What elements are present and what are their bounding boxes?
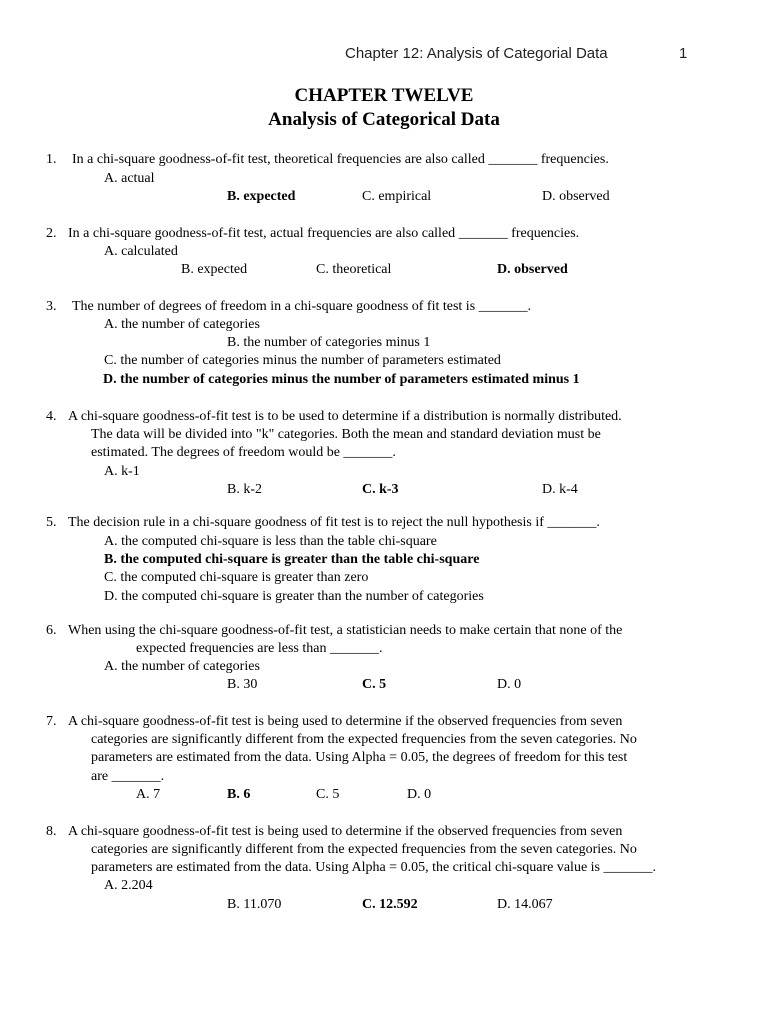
question-stem-line: The number of degrees of freedom in a chi-square goodness of fit test is _______.: [72, 299, 532, 314]
option-d: D. k-4: [542, 482, 578, 497]
question-stem-line: When using the chi-square goodness-of-fit test, a statistician needs to make certain that none of the: [68, 623, 623, 638]
question-stem-line: estimated. The degrees of freedom would be _______.: [91, 445, 396, 460]
question-stem-line: expected frequencies are less than _______.: [136, 641, 383, 656]
question-number: 4.: [46, 409, 57, 424]
option-b: B. 30: [227, 677, 258, 692]
option-c-answer: C. 5: [362, 677, 387, 692]
option-b-answer: B. 6: [227, 787, 251, 802]
question-stem-line: In a chi-square goodness-of-fit test, actual frequencies are also called _______ frequencies.: [68, 226, 580, 241]
option-d-answer: D. observed: [497, 262, 568, 277]
option-d: D. 14.067: [497, 897, 553, 912]
question-stem-line: categories are significantly different from the expected frequencies from the seven categories. No: [91, 842, 637, 857]
question-stem-line: In a chi-square goodness-of-fit test, theoretical frequencies are also called _______ frequencies.: [72, 152, 609, 167]
option-c: C. empirical: [362, 189, 432, 204]
option-d: D. 0: [497, 677, 522, 692]
question-number: 7.: [46, 714, 57, 729]
question-stem-line: are _______.: [91, 769, 165, 784]
option-b: B. expected: [181, 262, 248, 277]
question-number: 3.: [46, 299, 57, 314]
question-stem-line: categories are significantly different from the expected frequencies from the seven categories. No: [91, 732, 637, 747]
option-d-answer: D. the number of categories minus the number of parameters estimated minus 1: [103, 372, 580, 387]
option-a: A. the number of categories: [104, 317, 260, 332]
option-d: D. observed: [542, 189, 610, 204]
option-b-answer: B. the computed chi-square is greater than the table chi-square: [104, 552, 480, 567]
option-a: A. k-1: [104, 464, 140, 479]
question-stem-line: A chi-square goodness-of-fit test is being used to determine if the observed frequencies from seven: [68, 714, 623, 729]
question-stem-line: A chi-square goodness-of-fit test is to be used to determine if a distribution is normally distributed.: [68, 409, 622, 424]
question-number: 5.: [46, 515, 57, 530]
question-stem-line: The decision rule in a chi-square goodness of fit test is to reject the null hypothesis if _______.: [68, 515, 600, 530]
header-title: Chapter 12: Analysis of Categorial Data: [345, 45, 608, 62]
option-a: A. the number of categories: [104, 659, 260, 674]
option-a: A. calculated: [104, 244, 178, 259]
page-number: 1: [679, 45, 688, 62]
running-header: [345, 45, 688, 62]
chapter-title: CHAPTER TWELVE: [294, 85, 474, 106]
option-b: B. the number of categories minus 1: [227, 335, 431, 350]
option-d: D. 0: [407, 787, 432, 802]
question-stem-line: A chi-square goodness-of-fit test is being used to determine if the observed frequencies from seven: [68, 824, 623, 839]
question-number: 6.: [46, 623, 57, 638]
option-c: C. 5: [316, 787, 340, 802]
option-c: C. the computed chi-square is greater than zero: [104, 570, 369, 585]
chapter-subtitle: Analysis of Categorical Data: [268, 109, 500, 130]
option-c: C. theoretical: [316, 262, 392, 277]
option-b: B. k-2: [227, 482, 262, 497]
question-stem-line: The data will be divided into "k" categories. Both the mean and standard deviation must be: [91, 427, 601, 442]
option-a: A. the computed chi-square is less than the table chi-square: [104, 534, 437, 549]
question-number: 8.: [46, 824, 57, 839]
question-number: 1.: [46, 152, 57, 167]
option-b: B. 11.070: [227, 897, 282, 912]
option-c: C. the number of categories minus the number of parameters estimated: [104, 353, 501, 368]
question-number: 2.: [46, 226, 57, 241]
option-b-answer: B. expected: [227, 189, 296, 204]
option-c-answer: C. 12.592: [362, 897, 418, 912]
option-a: A. 2.204: [104, 878, 153, 893]
option-c-answer: C. k-3: [362, 482, 399, 497]
option-d: D. the computed chi-square is greater than the number of categories: [104, 589, 484, 604]
option-a: A. actual: [104, 171, 155, 186]
question-stem-line: parameters are estimated from the data. Using Alpha = 0.05, the degrees of freedom for this test: [91, 750, 628, 765]
option-a: A. 7: [136, 787, 161, 802]
question-stem-line: parameters are estimated from the data. Using Alpha = 0.05, the critical chi-square value is _______.: [91, 860, 656, 875]
